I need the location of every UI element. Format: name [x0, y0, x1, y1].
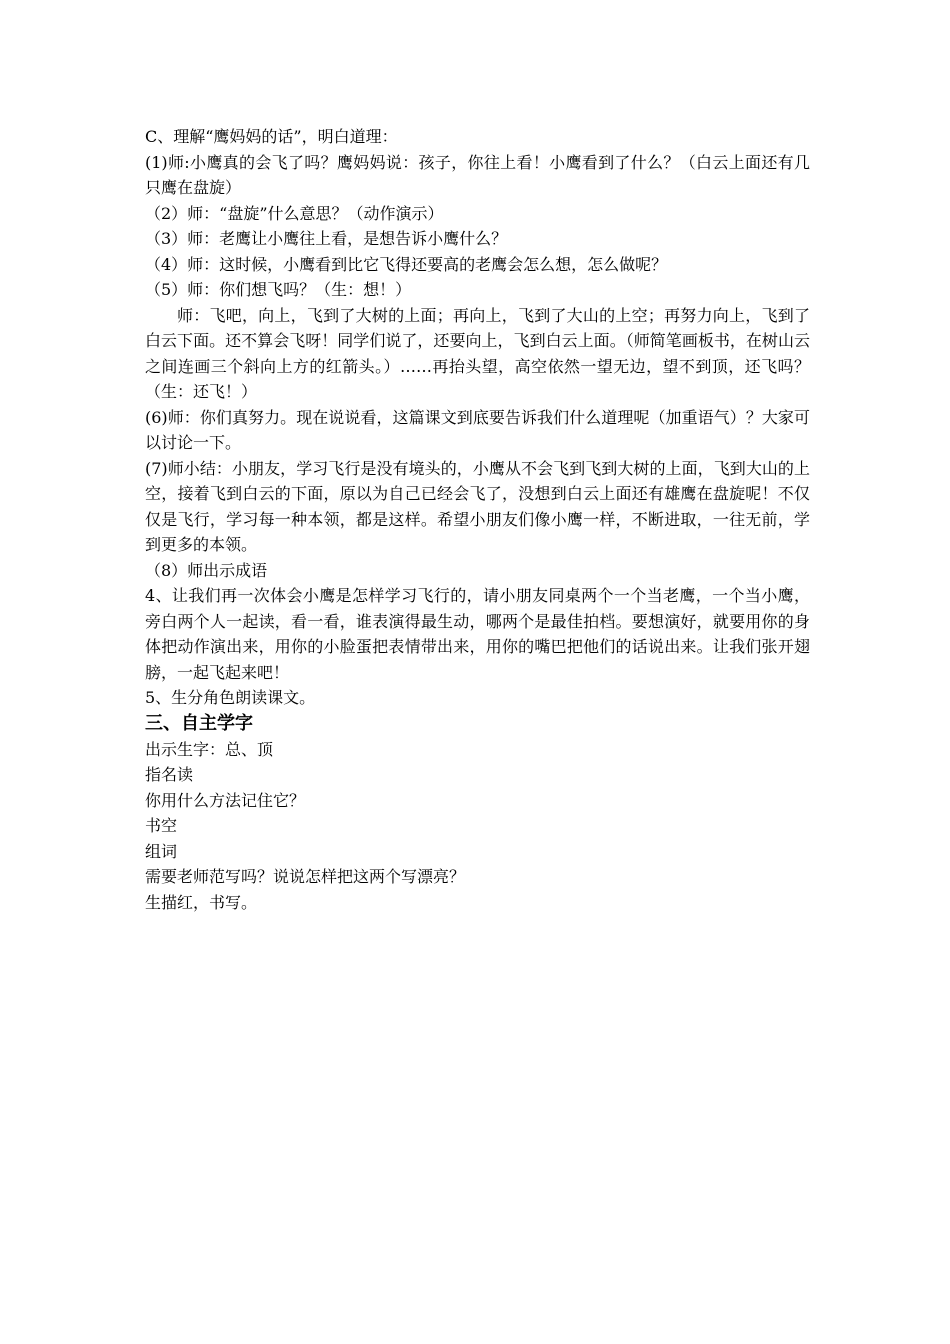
teacher-paragraph: 师：飞吧，向上，飞到了大树的上面；再向上，飞到了大山的上空；再努力向上，飞到了白云下面。还不算会飞呀！同学们说了，还要向上，飞到白云上面。（师简笔画板书，在树山云之间连画三个斜向上方的红箭头。）……再抬头望，高空依然一望无边，望不到顶，还飞吗？（生：还飞！） [145, 305, 810, 401]
section-3-line-6: 需要老师范写吗？说说怎样把这两个写漂亮？ [145, 867, 466, 886]
section-3-line-4: 书空 [145, 816, 178, 835]
document-body [145, 124, 810, 915]
section-3-heading: 三、自主学字 [145, 712, 253, 734]
list-item-6: (6)师：你们真努力。现在说说看，这篇课文到底要告诉我们什么道理呢（加重语气）？大家可以讨论一下。 [145, 407, 810, 452]
step-5-paragraph: 5、生分角色朗读课文。 [145, 688, 316, 707]
list-item-8: （8）师出示成语 [145, 560, 268, 580]
section-3-line-7: 生描红，书写。 [145, 892, 258, 912]
list-item-7: (7)师小结：小朋友，学习飞行是没有境头的，小鹰从不会飞到飞到大树的上面，飞到大山的上空，接着飞到白云的下面，原以为自己已经会飞了，没想到白云上面还有雄鹰在盘旋呢！不仅仅是飞行，学习每一种本领，都是这样。希望小朋友们像小鹰一样，不断进取，一往无前，学到更多的本领。 [145, 458, 810, 554]
list-item-3: （3）师：老鹰让小鹰往上看，是想告诉小鹰什么？ [145, 229, 508, 248]
section-3-line-3: 你用什么方法记住它？ [145, 790, 306, 810]
section-3-line-5: 组词 [145, 841, 178, 861]
section-3-line-2: 指名读 [145, 765, 194, 784]
list-item-4: （4）师：这时候，小鹰看到比它飞得还要高的老鹰会怎么想，怎么做呢？ [145, 254, 668, 274]
section-3-line-1: 出示生字：总、顶 [145, 739, 274, 759]
list-item-1: (1)师:小鹰真的会飞了吗？鹰妈妈说：孩子，你往上看！小鹰看到了什么？（白云上面还有几只鹰在盘旋） [145, 152, 810, 197]
list-item-5: （5）师：你们想飞吗？（生：想！） [145, 280, 412, 299]
list-item-2: （2）师：“盘旋”什么意思？（动作演示） [145, 203, 444, 223]
section-c-title: C、理解“鹰妈妈的话”，明白道理： [145, 127, 398, 146]
step-4-paragraph: 4、让我们再一次体会小鹰是怎样学习飞行的，请小朋友同桌两个一个当老鹰，一个当小鹰，旁白两个人一起读，看一看，谁表演得最生动，哪两个是最佳拍档。要想演好，就要用你的身体把动作演出来，用你的小脸蛋把表情带出来，用你的嘴巴把他们的话说出来。让我们张开翅膀，一起飞起来吧！ [145, 586, 810, 682]
